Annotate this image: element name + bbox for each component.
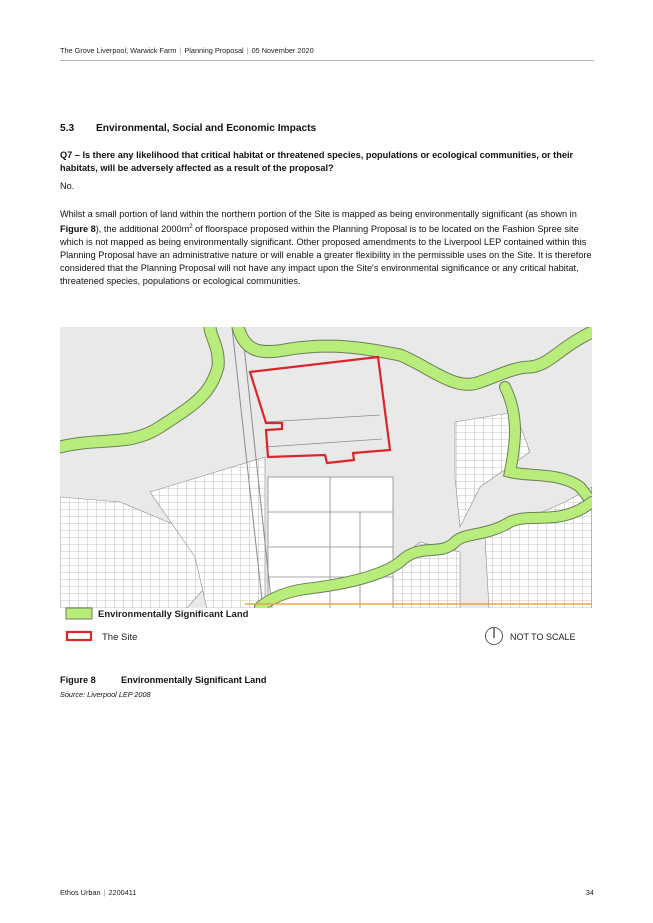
footer-ref: 2200411 <box>108 888 137 897</box>
site-map <box>60 327 592 646</box>
footer-company: Ethos Urban <box>60 888 101 897</box>
running-footer: Ethos Urban | 2200411 <box>60 888 137 897</box>
figure-source: Source: Liverpool LEP 2008 <box>60 690 151 699</box>
question-heading: Q7 – Is there any likelihood that critical habitat or threatened species, populations or ecological communities, or their habitats, will be adversely affected as a result of the proposal? <box>60 150 574 173</box>
running-header: The Grove Liverpool, Warwick Farm | Planning Proposal | 05 November 2020 <box>60 46 314 55</box>
page-number: 34 <box>585 888 594 897</box>
header-project: The Grove Liverpool, Warwick Farm <box>60 46 177 55</box>
header-doc-type: Planning Proposal <box>184 46 244 55</box>
figure-caption <box>60 675 267 685</box>
figure-label: Figure 8 <box>60 675 96 685</box>
section-heading <box>60 123 316 134</box>
figure-reference: Figure 8 <box>60 223 96 234</box>
map-svg <box>60 327 592 646</box>
header-date: 05 November 2020 <box>251 46 314 55</box>
answer-text: No. <box>60 181 75 191</box>
figure-title: Environmentally Significant Land <box>121 675 267 685</box>
map-base <box>60 327 592 627</box>
section-title: Environmental, Social and Economic Impacts <box>96 123 317 134</box>
legend-env-swatch <box>66 608 92 619</box>
body-paragraph: Whilst a small portion of land within the northern portion of the Site is mapped as being environmentally significant (as shown in Figure 8), the additional $2000m^2$ of floorspace proposed within the Planning Proposal is to be located on the Fashion Spree site which is not mapped as being environmentally significant. Other proposed amendments to the Liverpool LEP contained within this Planning Proposal have an administrative nature or will enable a greater flexibility in the permissible uses on the Site. It is therefore considered that the Planning Proposal will not have any impact upon the Site's environmental significance or any critical habitat, threatened species, populations or ecological communities. <box>60 209 592 286</box>
legend-site-label: The Site <box>102 632 138 643</box>
scale-note: NOT TO SCALE <box>510 632 576 642</box>
section-number: 5.3 <box>60 123 75 134</box>
legend-env-label: Environmentally Significant Land <box>98 609 249 620</box>
header-rule <box>60 60 594 61</box>
